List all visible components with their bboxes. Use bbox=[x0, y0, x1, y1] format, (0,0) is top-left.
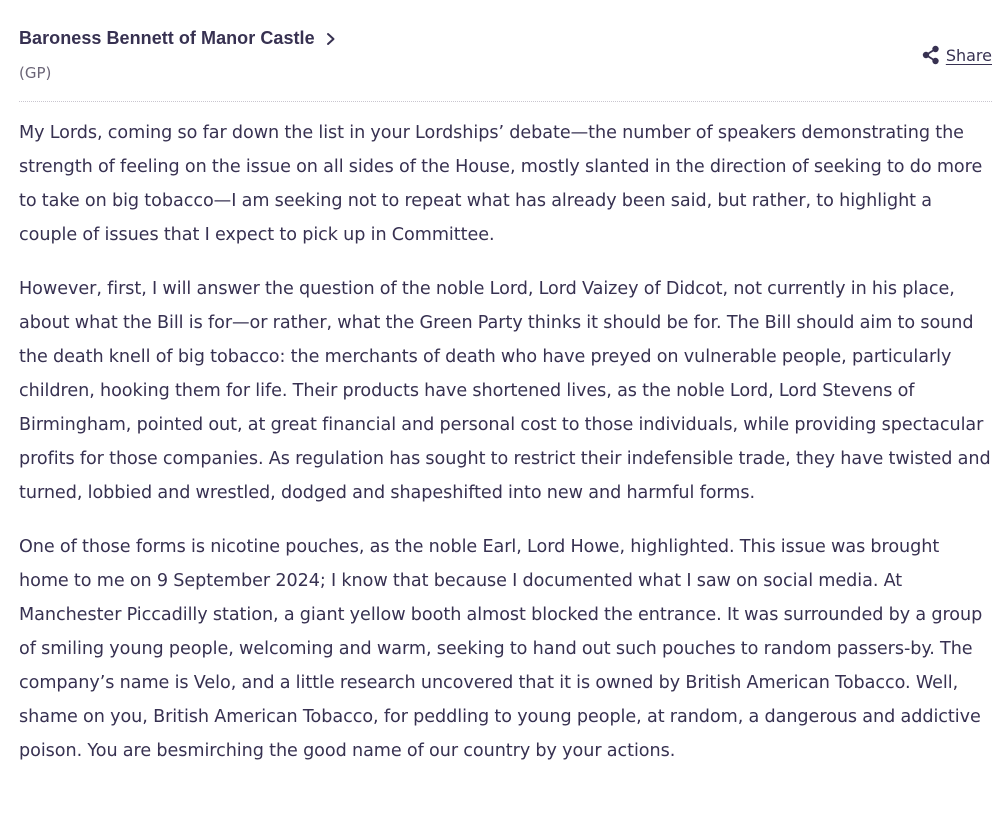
share-icon bbox=[922, 45, 940, 65]
share-label[interactable]: Share bbox=[945, 45, 992, 65]
speech-paragraph: However, first, I will answer the question of the noble Lord, Lord Vaizey of Didcot, not currently in his place, about what the Bill is for—or rather, what the Green Party thinks it should be for. The Bill should aim to sound the death knell of big tobacco: the merchants of death who have preyed on vulnerable people, particularly children, hooking them for life. Their products have shortened lives, as the noble Lord, Lord Stevens of Birmingham, pointed out, at great financial and personal cost to those individuals, while providing spectacular profits for those companies. As regulation has sought to restrict their indefensible trade, they have twisted and turned, lobbied and wrestled, dodged and shapeshifted into new and harmful forms. bbox=[19, 279, 991, 503]
share-button[interactable] bbox=[922, 45, 992, 65]
member-name: Baroness Bennett of Manor Castle bbox=[19, 28, 315, 48]
speech-body bbox=[19, 102, 992, 768]
member-party: (GP) bbox=[19, 64, 52, 82]
contribution-header bbox=[19, 0, 992, 102]
speech-paragraph: My Lords, coming so far down the list in your Lordships’ debate—the number of speakers demonstrating the strength of feeling on the issue on all sides of the House, mostly slanted in the direction of seeking to do more to take on big tobacco—I am seeking not to repeat what has already been said, but rather, to highlight a couple of issues that I expect to pick up in Committee. bbox=[19, 123, 983, 245]
speech-paragraph: One of those forms is nicotine pouches, as the noble Earl, Lord Howe, highlighted. This issue was brought home to me on 9 September 2024; I know that because I documented what I saw on social media. At Manchester Piccadilly station, a giant yellow booth almost blocked the entrance. It was surrounded by a group of smiling young people, welcoming and warm, seeking to hand out such pouches to random passers-by. The company’s name is Velo, and a little research uncovered that it is owned by British American Tobacco. Well, shame on you, British American Tobacco, for peddling to young people, at random, a dangerous and addictive poison. You are besmirching the good name of our country by your actions. bbox=[19, 537, 983, 761]
member-profile-link[interactable] bbox=[19, 28, 337, 49]
chevron-right-icon bbox=[325, 32, 337, 46]
